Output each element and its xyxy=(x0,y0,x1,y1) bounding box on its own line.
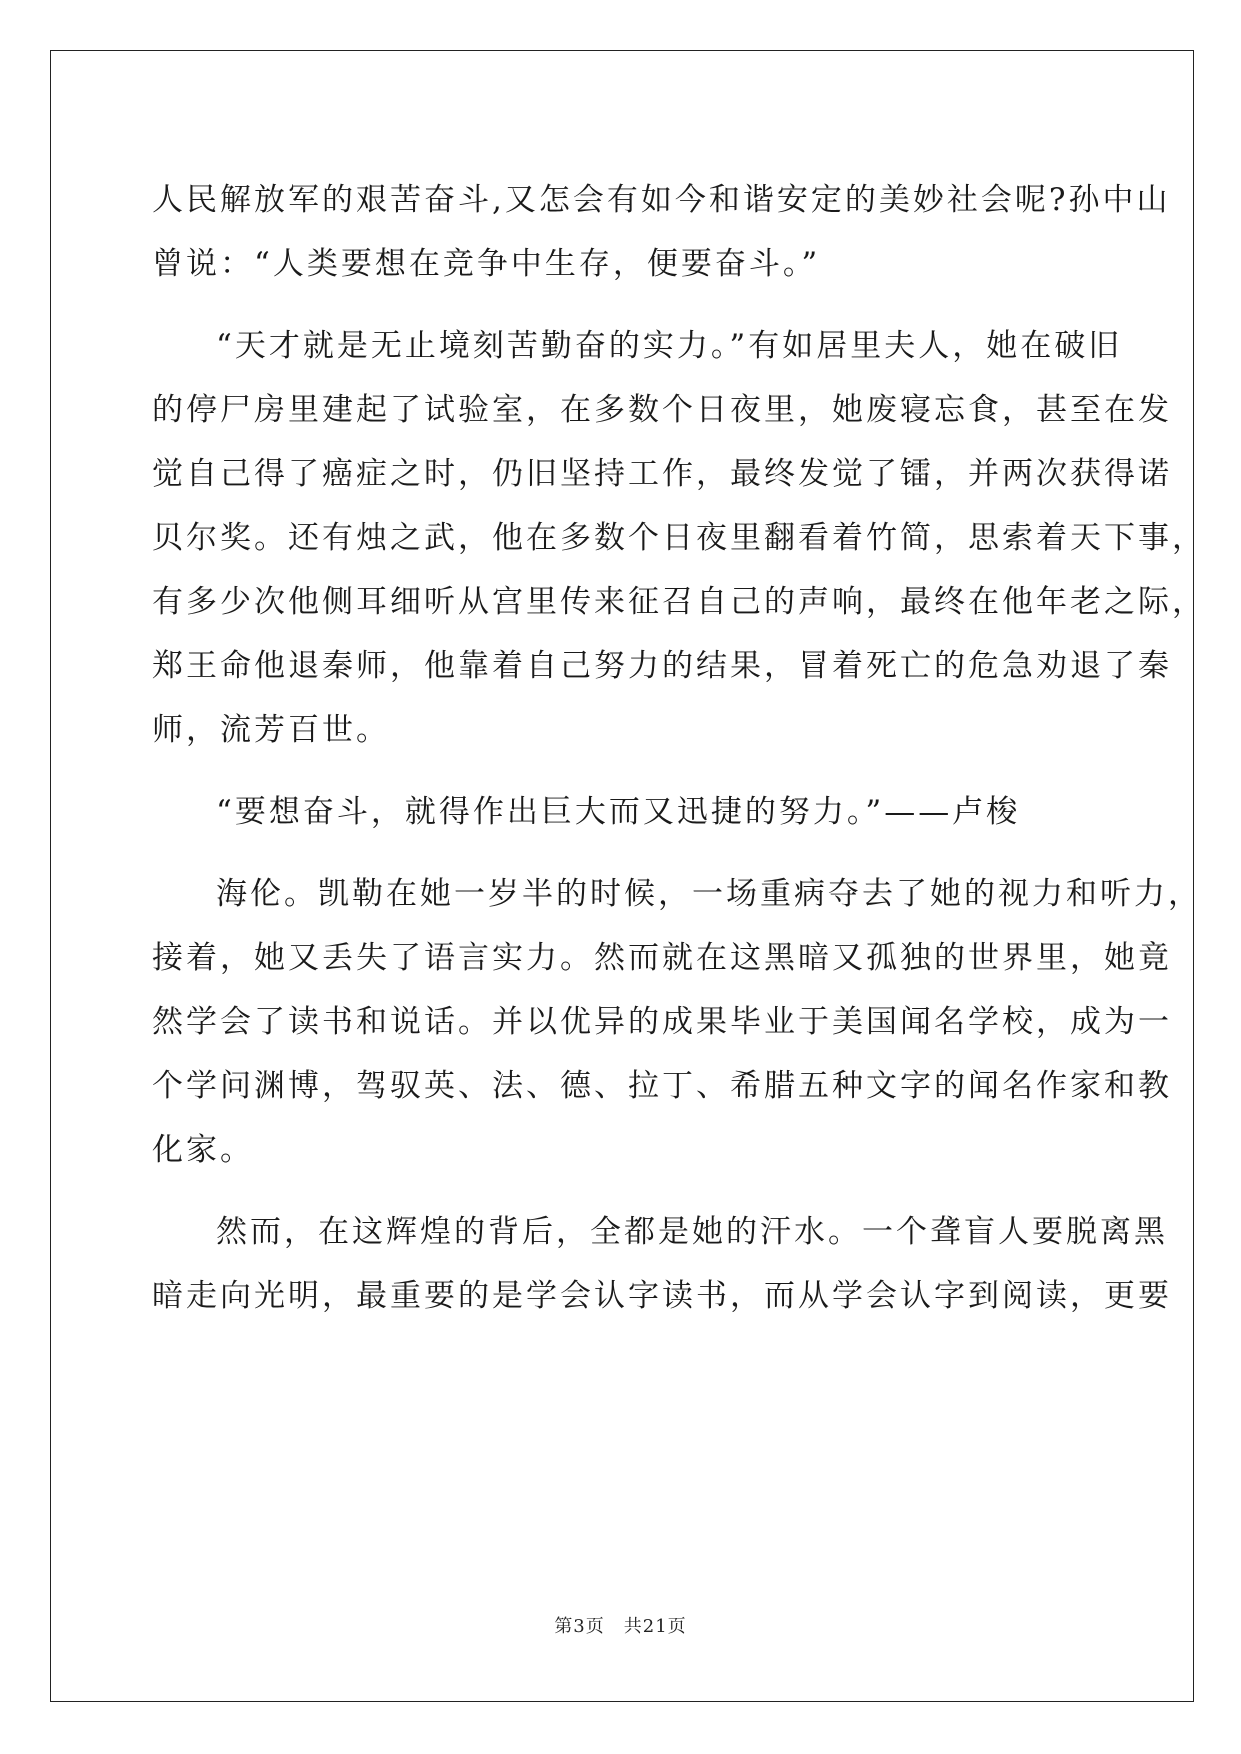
text-line: 的停尸房里建起了试验室，在多数个日夜里，她废寝忘食，甚至在发 xyxy=(152,392,1172,428)
text-line: “天才就是无止境刻苦勤奋的实力。”有如居里夫人，她在破旧 xyxy=(216,328,1123,364)
page-number-footer: 第3页 共21页 xyxy=(554,1616,687,1637)
text-line: 人民解放军的艰苦奋斗,又怎会有如今和谐安定的美妙社会呢?孙中山 xyxy=(152,182,1171,218)
text-line: 个学问渊博，驾驭英、法、德、拉丁、希腊五种文字的闻名作家和教 xyxy=(152,1068,1172,1104)
text-line: 化家。 xyxy=(152,1132,254,1168)
text-line: 郑王命他退秦师，他靠着自己努力的结果，冒着死亡的危急劝退了秦 xyxy=(152,648,1172,684)
document-body xyxy=(152,168,1206,1328)
quote-line: “要想奋斗，就得作出巨大而又迅捷的努力。”——卢梭 xyxy=(216,794,1021,830)
text-line: 曾说：“人类要想在竞争中生存，便要奋斗。” xyxy=(152,246,821,282)
paragraph-gap xyxy=(152,762,1096,780)
text-line: 暗走向光明，最重要的是学会认字读书，而从学会认字到阅读，更要 xyxy=(152,1278,1172,1314)
paragraph-gap xyxy=(152,1182,1096,1200)
paragraph-gap xyxy=(152,844,1096,862)
text-line: 觉自己得了癌症之时，仍旧坚持工作，最终发觉了镭，并两次获得诺 xyxy=(152,456,1172,492)
paragraph-gap xyxy=(152,296,1096,314)
text-line: 海伦。凯勒在她一岁半的时候，一场重病夺去了她的视力和听力， xyxy=(216,876,1202,912)
text-line: 贝尔奖。还有烛之武，他在多数个日夜里翻看着竹简，思索着天下事， xyxy=(152,520,1206,556)
text-line: 然学会了读书和说话。并以优异的成果毕业于美国闻名学校，成为一 xyxy=(152,1004,1172,1040)
text-line: 有多少次他侧耳细听从宫里传来征召自己的声响，最终在他年老之际， xyxy=(152,584,1206,620)
text-line: 接着，她又丢失了语言实力。然而就在这黑暗又孤独的世界里，她竟 xyxy=(152,940,1172,976)
text-line: 然而，在这辉煌的背后，全都是她的汗水。一个聋盲人要脱离黑 xyxy=(216,1214,1168,1250)
text-line: 师，流芳百世。 xyxy=(152,712,390,748)
